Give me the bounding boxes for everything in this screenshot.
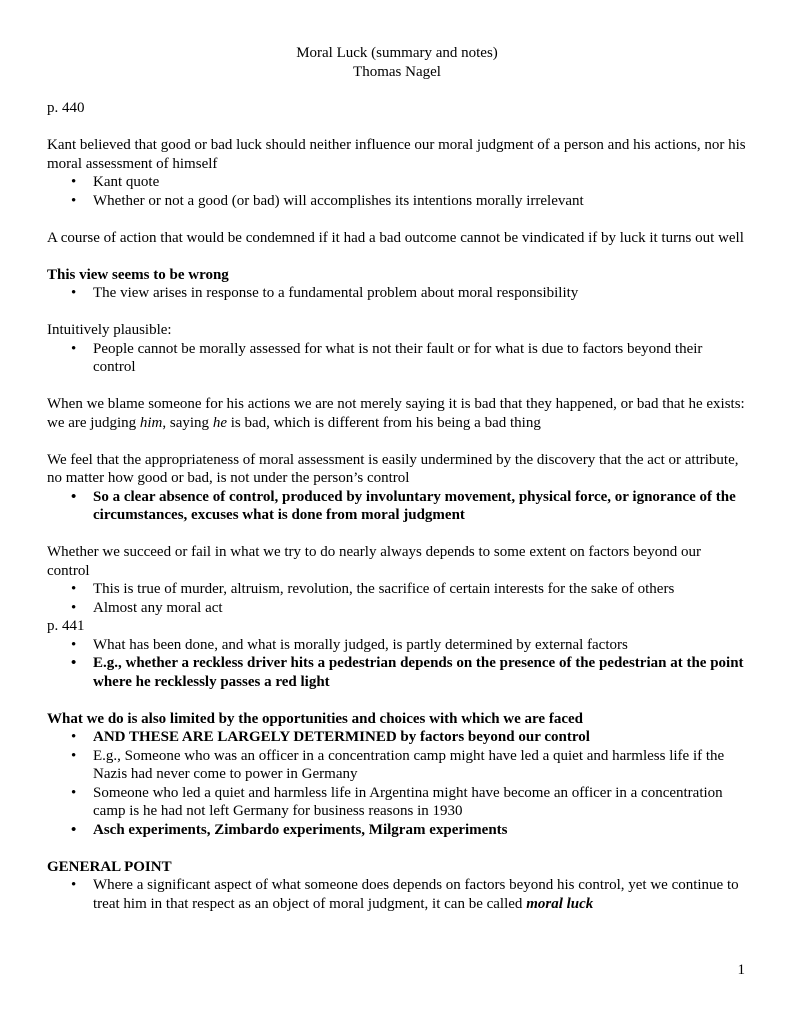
general-point-bullet-list — [47, 876, 747, 913]
succeed-paragraph: Whether we succeed or fail in what we try to do nearly always depends to some extent on factors beyond our control — [47, 544, 701, 579]
appropriateness-paragraph: We feel that the appropriateness of moral assessment is easily undermined by the discovery that the act or attribute, no matter how good or bad, is not under the person’s control — [47, 451, 739, 486]
title-block — [47, 44, 747, 81]
general-point-text: Where a significant aspect of what someone does depends on factors beyond his control, yet we continue to treat him in that respect as an object of moral judgment, it can be called — [93, 877, 739, 912]
page-number: 1 — [737, 962, 745, 978]
document-page — [47, 44, 747, 913]
wrong-view-heading: This view seems to be wrong — [47, 266, 229, 283]
wrong-view-bullet-list — [47, 284, 747, 303]
kant-paragraph: Kant believed that good or bad luck should neither influence our moral judgment of a person and his actions, nor his moral assessment of himself — [47, 137, 746, 172]
list-item: • So a clear absence of control, produced by involuntary movement, physical force, or ignorance of the circumstances, excuses what is done from moral judgment — [47, 488, 747, 525]
succeed-bullet-list — [47, 580, 747, 617]
moral-luck-term: moral luck — [526, 895, 594, 912]
intuitive-bullet-list — [47, 340, 747, 377]
list-item: • E.g., Someone who was an officer in a concentration camp might have led a quiet and harmless life if the Nazis had never come to power in Germany — [47, 747, 747, 784]
emphasis-caps: AND THESE ARE LARGELY DETERMINED by factors beyond our control — [93, 729, 590, 745]
blame-emphasis-him: him — [139, 414, 163, 431]
list-item — [47, 876, 747, 913]
list-item: • The view arises in response to a fundamental problem about moral responsibility — [47, 284, 747, 303]
blame-text-3: is bad, which is different from his being a bad thing — [226, 414, 541, 431]
document-title: Moral Luck (summary and notes) — [296, 45, 498, 61]
limited-heading: What we do is also limited by the opportunities and choices with which we are faced — [47, 710, 583, 727]
blame-paragraph — [47, 395, 747, 432]
document-author: Thomas Nagel — [353, 63, 441, 80]
page-reference-440: p. 440 — [47, 100, 85, 116]
list-item: • Asch experiments, Zimbardo experiments, Milgram experiments — [47, 821, 747, 840]
list-item: • E.g., whether a reckless driver hits a pedestrian depends on the presence of the pedestrian at the point where he recklessly passes a red light — [47, 654, 747, 691]
list-item: • What has been done, and what is morally judged, is partly determined by external factors — [47, 636, 747, 655]
list-item: • This is true of murder, altruism, revolution, the sacrifice of certain interests for the sake of others — [47, 580, 747, 599]
blame-text-2: , saying — [162, 414, 213, 431]
course-of-action-paragraph: A course of action that would be condemned if it had a bad outcome cannot be vindicated if by luck it turns out well — [47, 229, 744, 246]
blame-text-1: When we blame someone for his actions we are not merely saying it is bad that they happened, or bad that he exists: we are judging — [47, 396, 745, 431]
kant-bullet-list — [47, 173, 747, 210]
page-reference-441: p. 441 — [47, 618, 85, 634]
intuitive-label: Intuitively plausible: — [47, 322, 172, 338]
appropriateness-bullet-list — [47, 488, 747, 525]
external-bullet-list — [47, 636, 747, 692]
list-item: • Whether or not a good (or bad) will accomplishes its intentions morally irrelevant — [47, 192, 747, 211]
blame-emphasis-he: he — [212, 414, 227, 431]
list-item: • Someone who led a quiet and harmless life in Argentina might have become an officer in a concentration camp is he had not left Germany for business reasons in 1930 — [47, 784, 747, 821]
limited-bullet-list — [47, 728, 747, 839]
list-item: • Almost any moral act — [47, 599, 747, 618]
list-item — [47, 728, 747, 747]
list-item: • People cannot be morally assessed for what is not their fault or for what is due to factors beyond their control — [47, 340, 747, 377]
list-item: • Kant quote — [47, 173, 747, 192]
general-point-heading: GENERAL POINT — [47, 858, 172, 875]
